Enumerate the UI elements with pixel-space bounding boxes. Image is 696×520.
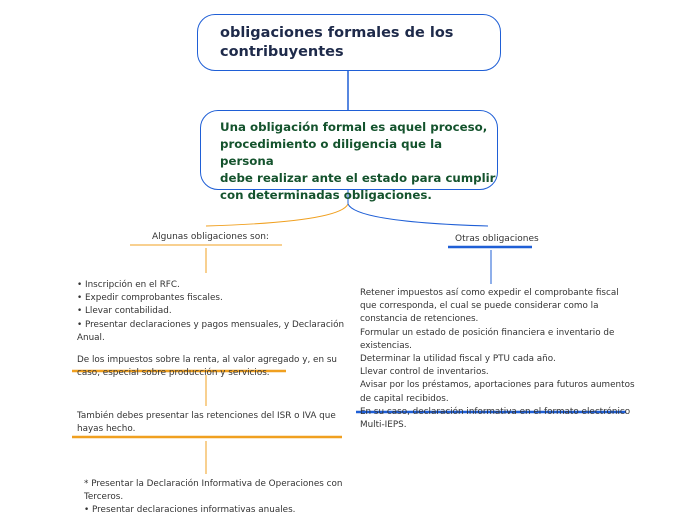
right-line: Determinar la utilidad fiscal y PTU cada año. xyxy=(360,354,556,365)
right-line: Llevar control de inventarios. xyxy=(360,367,489,378)
list-item: • Presentar declaraciones y pagos mensuales, y Declaración xyxy=(77,319,345,330)
title-line-2: contribuyentes xyxy=(220,44,344,60)
list-item: • Llevar contabilidad. xyxy=(77,306,172,317)
retenciones-node[interactable] xyxy=(77,410,336,436)
list-item: • Expedir comprobantes fiscales. xyxy=(77,293,223,304)
definition-line-1: Una obligación formal es aquel proceso, xyxy=(220,120,488,134)
right-line: Formular un estado de posición financiera e inventario de xyxy=(360,327,615,338)
right-branch-label[interactable]: Otras obligaciones xyxy=(455,234,539,244)
title-line-1: obligaciones formales de los xyxy=(220,25,454,41)
taxes-line: caso, especial sobre producción y servicios. xyxy=(77,368,270,379)
diot-line: * Presentar la Declaración Informativa de Operaciones con xyxy=(84,479,343,489)
diot-line: Terceros. xyxy=(84,492,124,503)
diot-line: • Presentar declaraciones informativas anuales. xyxy=(84,505,296,516)
definition-line-4: con determinadas obligaciones. xyxy=(220,188,432,202)
definition-line-2: procedimiento o diligencia que la persona xyxy=(220,137,443,168)
list-item: Anual. xyxy=(77,332,105,343)
taxes-line: De los impuestos sobre la renta, al valor agregado y, en su xyxy=(77,355,337,366)
right-line: Retener impuestos así como expedir el comprobante fiscal xyxy=(360,288,619,298)
definition-line-3: debe realizar ante el estado para cumplir xyxy=(220,171,496,185)
left-obligations-list[interactable] xyxy=(77,279,344,380)
right-line: de capital recibidos. xyxy=(360,393,449,404)
left-branch-label[interactable]: Algunas obligaciones son: xyxy=(152,232,269,242)
right-line: que corresponda, el cual se puede considerar como la xyxy=(360,301,599,312)
right-line: constancia de retenciones. xyxy=(360,314,479,325)
right-obligations-text[interactable] xyxy=(360,287,635,432)
retenciones-line: hayas hecho. xyxy=(77,424,136,435)
right-line: existencias. xyxy=(360,340,412,351)
diot-node[interactable] xyxy=(84,478,342,518)
retenciones-line: También debes presentar las retenciones del ISR o IVA que xyxy=(77,411,336,421)
right-line: Multi-IEPS. xyxy=(360,420,407,431)
definition-node[interactable] xyxy=(200,110,498,202)
connector-to-right-branch xyxy=(348,204,488,226)
title-node[interactable] xyxy=(197,14,501,71)
connector-to-left-branch xyxy=(206,204,348,226)
right-line: Avisar por los préstamos, aportaciones para futuros aumentos xyxy=(360,380,635,391)
list-item: • Inscripción en el RFC. xyxy=(77,280,180,290)
right-line: En su caso, declaración informativa en el formato electrónico xyxy=(360,406,631,417)
